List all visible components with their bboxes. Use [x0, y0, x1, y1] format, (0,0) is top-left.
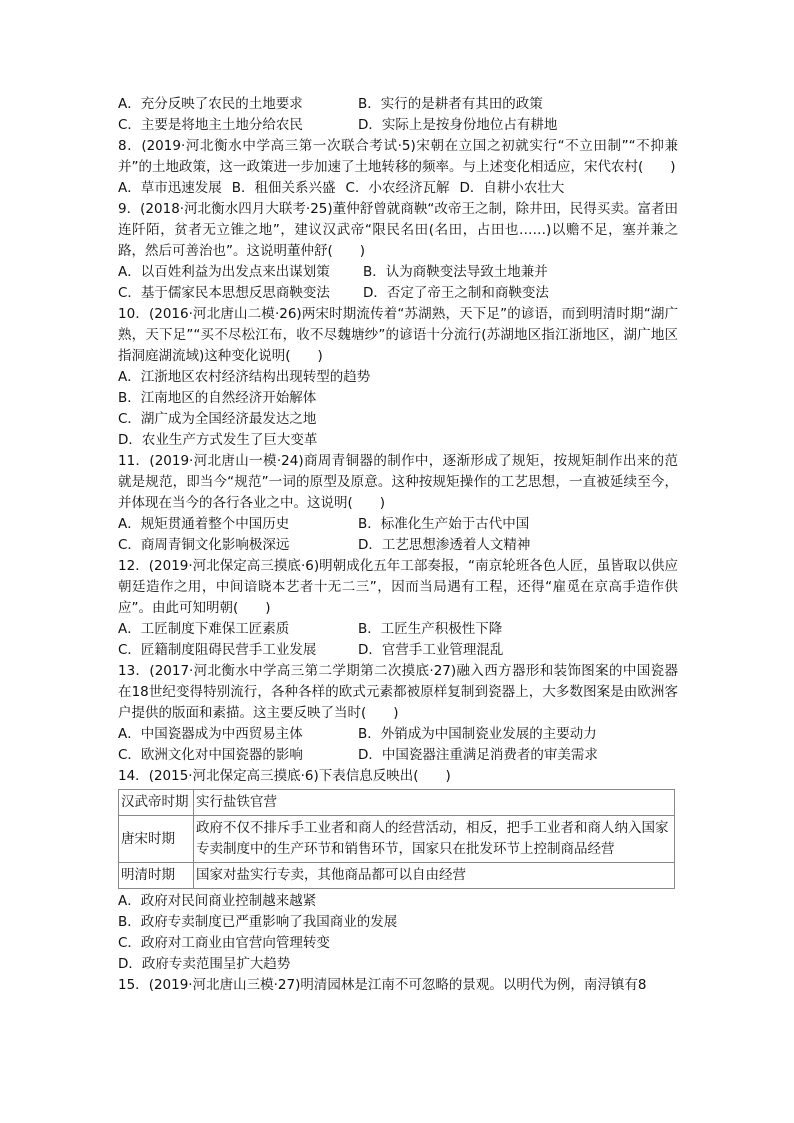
q13-stem: [118, 661, 678, 724]
q9-option-c[interactable]: C．基于儒家民本思想反思商鞅变法: [118, 285, 330, 301]
q15-number: 15．: [118, 977, 149, 993]
q12-source: (2019·河北保定高三摸底·6): [148, 558, 320, 574]
q14-number: 14．: [118, 768, 149, 784]
q11-option-d[interactable]: D．工艺思想渗透着人文精神: [358, 537, 531, 553]
q7-option-d[interactable]: D．实际上是按身份地位占有耕地: [358, 117, 558, 133]
q14-info-table: [118, 789, 675, 889]
table-row: [119, 790, 675, 816]
exam-page: [118, 94, 678, 996]
q8-options: [118, 178, 678, 199]
q11-option-a[interactable]: A．规矩贯通着整个中国历史: [118, 516, 290, 532]
table-cell-period: 明清时期: [119, 863, 194, 889]
q12-option-d[interactable]: D．官营手工业管理混乱: [358, 642, 504, 658]
q10-option-c[interactable]: C．湖广成为全国经济最发达之地: [118, 411, 317, 427]
q14-option-a[interactable]: A．政府对民间商业控制越来越紧: [118, 893, 317, 909]
q11-option-c[interactable]: C．商周青铜文化影响极深远: [118, 537, 290, 553]
q13-options-row-2: [118, 745, 678, 766]
q12-options-row-1: [118, 619, 678, 640]
q13-option-b[interactable]: B．外销成为中国制瓷业发展的主要动力: [358, 726, 597, 742]
q9-option-b[interactable]: B．认为商鞅变法导致土地兼并: [363, 264, 548, 280]
q11-option-b[interactable]: B．标准化生产始于古代中国: [358, 516, 530, 532]
q7-options-row-2: [118, 115, 678, 136]
q13-option-a[interactable]: A．中国瓷器成为中西贸易主体: [118, 726, 303, 742]
table-cell-period: 汉武帝时期: [119, 790, 194, 816]
q8-number: 8．: [118, 138, 142, 154]
q12-stem: [118, 556, 678, 619]
q9-options-row-2: [118, 283, 678, 304]
q14-text: 下表信息反映出( ): [318, 768, 451, 784]
q13-options-row-1: [118, 724, 678, 745]
q8-source: (2019·河北衡水中学高三第一次联合考试·5): [141, 138, 416, 154]
q7-option-c[interactable]: C．主要是将地主土地分给农民: [118, 117, 303, 133]
table-row: [119, 863, 675, 889]
q12-option-a[interactable]: A．工匠制度下难保工匠素质: [118, 621, 290, 637]
q9-options-row-1: [118, 262, 678, 283]
table-row: [119, 816, 675, 863]
q11-text: 商周青铜器的制作中，逐渐形成了规矩，按规矩制作出来的范就是规范，即当今“规范”一词的原型及原意。这种按规矩操作的工艺思想，一直被延续至今，并体现在当今的各行各业之中。这说明( ): [118, 453, 679, 511]
q12-options-row-2: [118, 640, 678, 661]
q9-stem: [118, 199, 678, 262]
q12-text: 明朝成化五年工部奏报，“南京轮班各色人匠，虽皆取以供应朝廷造作之用，中间谙晓本艺者十无二三”，因而当局遇有工程，还得“雇觅在京高手造作供应”。由此可知明朝( ): [118, 558, 678, 616]
q9-source: (2018·河北衡水四月大联考·25): [140, 201, 333, 217]
table-cell-content: 国家对盐实行专卖，其他商品都可以自由经营: [194, 863, 675, 889]
q13-option-c[interactable]: C．欧洲文化对中国瓷器的影响: [118, 747, 303, 763]
q14-stem: [118, 766, 678, 787]
q8-option-a[interactable]: A．草市迅速发展: [118, 180, 222, 196]
q13-text: 融入西方器形和装饰图案的中国瓷器在18世纪变得特别流行，各种各样的欧式元素都被原样复制到瓷器上，大多数图案是由欧洲客户提供的版面和素描。这主要反映了当时( ): [118, 663, 679, 721]
q7-option-a[interactable]: A．充分反映了农民的土地要求: [118, 96, 303, 112]
q8-text: 宋朝在立国之初就实行“不立田制”“不抑兼并”的土地政策，这一政策进一步加速了土地转移的频率。与上述变化相适应，宋代农村( ): [118, 138, 679, 175]
q12-option-c[interactable]: C．匠籍制度阻碍民营手工业发展: [118, 642, 317, 658]
q14-source: (2015·河北保定高三摸底·6): [148, 768, 319, 784]
table-cell-content: 政府不仅不排斥手工业者和商人的经营活动，相反，把手工业者和商人纳入国家专卖制度中的生产环节和销售环节，国家只在批发环节上控制商品经营: [194, 816, 675, 863]
q13-source: (2017·河北衡水中学高三第二学期第二次摸底·27): [149, 663, 457, 679]
q9-option-d[interactable]: D．否定了帝王之制和商鞅变法: [363, 285, 549, 301]
q12-number: 12．: [118, 558, 149, 574]
q7-option-b[interactable]: B．实行的是耕者有其田的政策: [358, 96, 543, 112]
q8-stem: [118, 136, 678, 178]
q10-option-a[interactable]: A．江浙地区农村经济结构出现转型的趋势: [118, 369, 371, 385]
q15-source: (2019·河北唐山三模·27): [148, 977, 301, 993]
q10-option-b[interactable]: B．江南地区的自然经济开始解体: [118, 390, 317, 406]
q8-option-d[interactable]: D．自耕小农壮大: [459, 180, 565, 196]
q11-stem: [118, 451, 678, 514]
q9-option-a[interactable]: A．以百姓利益为出发点来出谋划策: [118, 264, 330, 280]
table-cell-content: 实行盐铁官营: [194, 790, 675, 816]
table-cell-period: 唐宋时期: [119, 816, 194, 863]
q14-option-b[interactable]: B．政府专卖制度已严重影响了我国商业的发展: [118, 914, 398, 930]
q10-stem: [118, 304, 678, 367]
q11-options-row-1: [118, 514, 678, 535]
q15-stem: [118, 975, 678, 996]
q13-option-d[interactable]: D．中国瓷器注重满足消费者的审美需求: [358, 747, 598, 763]
q9-number: 9．: [118, 201, 141, 217]
q7-options-row-1: [118, 94, 678, 115]
q14-option-d[interactable]: D．政府专卖范围呈扩大趋势: [118, 956, 291, 972]
q14-option-c[interactable]: C．政府对工商业由官营向管理转变: [118, 935, 330, 951]
q11-options-row-2: [118, 535, 678, 556]
q12-option-b[interactable]: B．工匠生产积极性下降: [358, 621, 503, 637]
q13-number: 13．: [118, 663, 150, 679]
q11-number: 11．: [118, 453, 150, 469]
q9-text: 董仲舒曾就商鞅“改帝王之制，除井田，民得买卖。富者田连阡陌，贫者无立锥之地”，建议汉武帝“限民名田(名田，占田也……)以赡不足，塞并兼之路，然后可善治也”。这说明董仲舒( ): [118, 201, 678, 259]
q11-source: (2019·河北唐山一模·24): [149, 453, 304, 469]
q8-option-c[interactable]: C．小农经济瓦解: [345, 180, 450, 196]
q8-option-b[interactable]: B．租佃关系兴盛: [231, 180, 336, 196]
q15-text: 明清园林是江南不可忽略的景观。以明代为例，南浔镇有8: [300, 977, 647, 993]
q10-number: 10．: [118, 306, 149, 322]
q10-source: (2016·河北唐山二模·26): [148, 306, 302, 322]
q10-text: 两宋时期流传着“苏湖熟，天下足”的谚语，而到明清时期“湖广熟，天下足”“买不尽松江布，收不尽魏塘纱”的谚语十分流行(苏湖地区指江浙地区，湖广地区指洞庭湖流域)这种变化说明( ): [118, 306, 678, 364]
q10-option-d[interactable]: D．农业生产方式发生了巨大变革: [118, 432, 318, 448]
